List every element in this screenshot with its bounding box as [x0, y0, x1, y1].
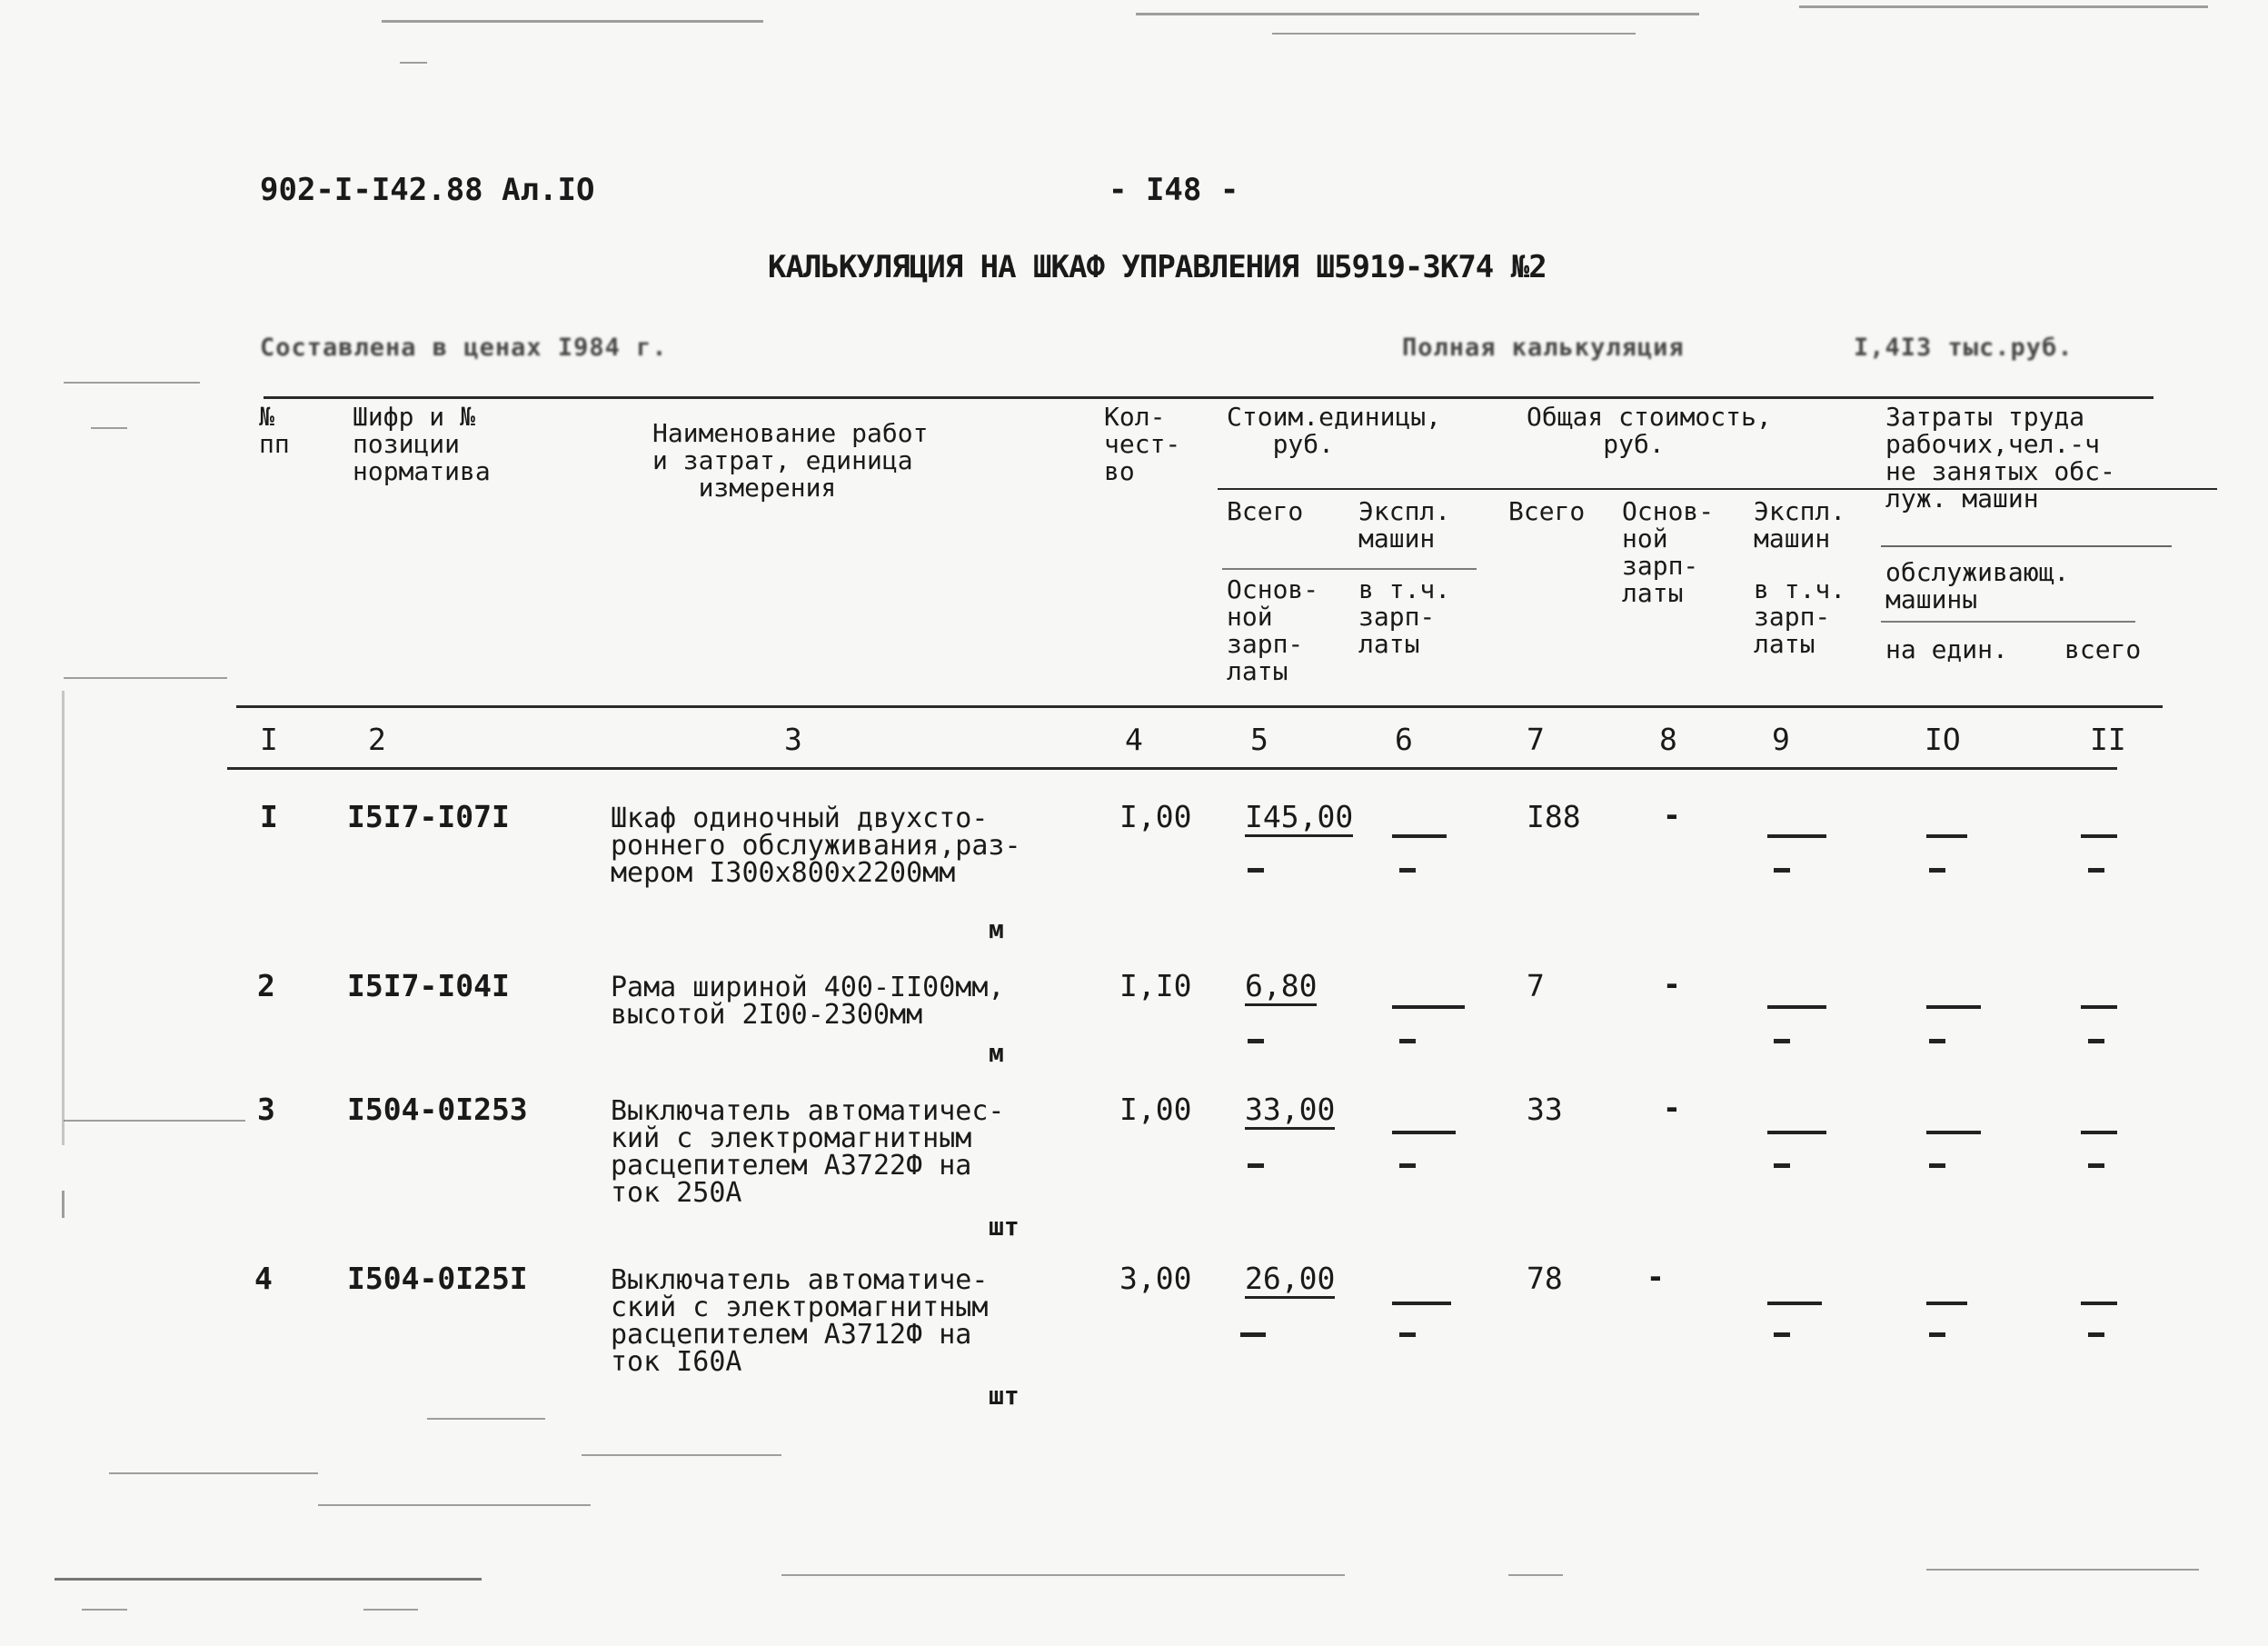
row-code: I5I7-I04I: [347, 968, 510, 1003]
header-total-cost: Общая стоимость, руб.: [1527, 402, 1772, 459]
table-top-rule: [264, 396, 2154, 399]
colnum-2: 2: [368, 722, 386, 757]
row-total: 78: [1527, 1261, 1563, 1296]
header-total-machines: Экспл. машин: [1754, 496, 1846, 554]
colnum-9: 9: [1772, 722, 1790, 757]
header-name: Наименование работ и затрат, единица измерения: [652, 418, 929, 503]
colnum-8: 8: [1659, 722, 1677, 757]
row-total-salary: -: [1663, 1090, 1681, 1125]
header-total-salary: Основ- ной зарп- латы: [1622, 496, 1715, 608]
row-unit-total: 6,80: [1245, 971, 1317, 1006]
row-number: I: [260, 799, 278, 834]
row-total: 7: [1527, 968, 1545, 1003]
page-title: КАЛЬКУЛЯЦИЯ НА ШКАФ УПРАВЛЕНИЯ Ш5919-3К74 №2: [768, 249, 1547, 285]
row-unit-total: 33,00: [1245, 1094, 1335, 1130]
row-unit-total: 26,00: [1245, 1263, 1335, 1299]
row-unit: шт: [989, 1381, 1020, 1411]
row-name: Шкаф одиночный двухсто- роннего обслуживания,раз- мером I300х800х2200мм: [611, 803, 1021, 889]
header-unit-total: Всего: [1227, 496, 1304, 526]
header-bottom-rule: [236, 705, 2163, 708]
row-code: I504-0I25I: [347, 1261, 528, 1296]
row-number: 4: [254, 1261, 273, 1296]
header-unit-machine-salary: в т.ч. зарп- латы: [1358, 574, 1451, 659]
header-labor: Затраты труда рабочих,чел.-ч не занятых обс- луж. машин: [1885, 402, 2115, 514]
row-name: Выключатель автоматичес- кий с электромагнитным расцепителем А3722Ф на ток 250А: [611, 1095, 1005, 1209]
row-unit: м: [989, 1038, 1004, 1068]
colnum-10: IO: [1925, 722, 1961, 757]
row-code: I5I7-I07I: [347, 799, 510, 834]
total-value: I,4IЗ тыс.руб.: [1854, 334, 2074, 362]
row-total: I88: [1527, 799, 1581, 834]
row-quantity: 3,00: [1119, 1261, 1192, 1296]
header-code: Шифр и № позиции норматива: [353, 402, 491, 486]
row-total-salary: -: [1663, 797, 1681, 833]
header-unit-salary: Основ- ной зарп- латы: [1227, 574, 1319, 686]
row-unit: шт: [989, 1212, 1020, 1242]
row-number: 2: [257, 968, 275, 1003]
total-label: Полная калькуляция: [1402, 334, 1685, 362]
header-row-number: № пп: [259, 402, 290, 459]
header-labor-service: обслуживающ. машины: [1885, 557, 2070, 614]
header-labor-per-unit: на един.: [1885, 634, 2008, 664]
header-unit-cost: Стоим.единицы, руб.: [1227, 402, 1442, 459]
colnum-5: 5: [1250, 722, 1268, 757]
row-total: 33: [1527, 1092, 1563, 1127]
row-name: Рама шириной 400-II00мм, высотой 2I00-2300мм: [611, 972, 1005, 1031]
row-total-salary: -: [1646, 1259, 1665, 1294]
colnum-4: 4: [1125, 722, 1143, 757]
colnum-7: 7: [1527, 722, 1545, 757]
colnum-6: 6: [1395, 722, 1413, 757]
column-numbers-rule: [227, 767, 2117, 770]
header-total-machine-salary: в т.ч. зарп- латы: [1754, 574, 1846, 659]
row-quantity: I,00: [1119, 1092, 1192, 1127]
header-total: Всего: [1508, 496, 1586, 526]
row-name: Выключатель автоматиче- ский с электромагнитным расцепителем А3712Ф на ток I60А: [611, 1264, 989, 1378]
row-unit-total: I45,00: [1245, 802, 1353, 837]
row-quantity: I,00: [1119, 799, 1192, 834]
row-unit: м: [989, 914, 1004, 944]
header-labor-total: всего: [2064, 634, 2142, 664]
header-unit-machines: Экспл. машин: [1358, 496, 1451, 554]
page-number: - I48 -: [1109, 172, 1239, 208]
row-number: 3: [257, 1092, 275, 1127]
colnum-1: I: [260, 722, 278, 757]
compiled-note: Составлена в ценах I984 г.: [260, 334, 668, 362]
row-total-salary: -: [1663, 966, 1681, 1002]
colnum-3: 3: [784, 722, 802, 757]
row-quantity: I,I0: [1119, 968, 1192, 1003]
colnum-11: II: [2090, 722, 2126, 757]
row-code: I504-0I253: [347, 1092, 528, 1127]
document-code: 902-I-I42.88 Ал.IO: [260, 172, 595, 208]
header-quantity: Кол- чест- во: [1104, 402, 1181, 486]
